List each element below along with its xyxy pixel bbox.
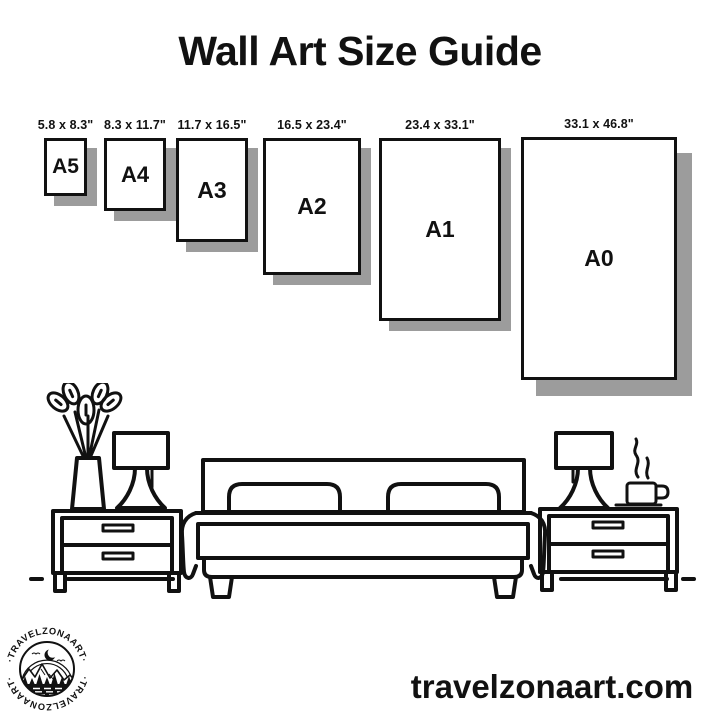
size-label-a4: 8.3 x 11.7" <box>104 118 166 132</box>
table-lamp-right-icon <box>556 433 612 508</box>
size-label-a0: 33.1 x 46.8" <box>564 117 634 131</box>
frame-letter-a4: A4 <box>120 161 150 187</box>
bird-icon <box>32 653 40 654</box>
frame-letter-a5: A5 <box>52 155 79 178</box>
poster-frame-a1 <box>379 118 501 321</box>
brand-badge-logo <box>0 619 96 715</box>
bird-icon <box>57 660 65 661</box>
poster-frame-a4 <box>104 118 166 211</box>
size-label-a5: 5.8 x 8.3" <box>37 118 94 132</box>
double-bed-icon <box>182 460 545 597</box>
poster-frame-a3 <box>176 118 248 242</box>
badge-mountain-scene <box>17 648 77 697</box>
page-title: Wall Art Size Guide <box>178 28 542 74</box>
website-url: travelzonaart.com <box>410 668 694 705</box>
frame-letter-a2: A2 <box>297 193 327 219</box>
size-label-a1: 23.4 x 33.1" <box>405 118 475 132</box>
bedroom-illustration <box>0 383 720 603</box>
frame-letter-a0: A0 <box>584 245 614 271</box>
frame-letter-a1: A1 <box>425 216 455 242</box>
badge-text-top: ·TRAVELZONAART· <box>4 625 90 664</box>
coffee-cup-icon <box>616 439 668 505</box>
poster-frame-a5 <box>37 118 94 196</box>
poster-frame-a2 <box>263 118 361 275</box>
frame-letter-a3: A3 <box>197 176 227 203</box>
badge-text-bottom: ·TRAVELZONAART· <box>4 675 90 713</box>
size-label-a3: 11.7 x 16.5" <box>177 118 247 132</box>
size-label-a2: 16.5 x 23.4" <box>277 118 347 132</box>
table-lamp-left-icon <box>114 433 168 508</box>
poster-frame-a0 <box>521 117 677 380</box>
